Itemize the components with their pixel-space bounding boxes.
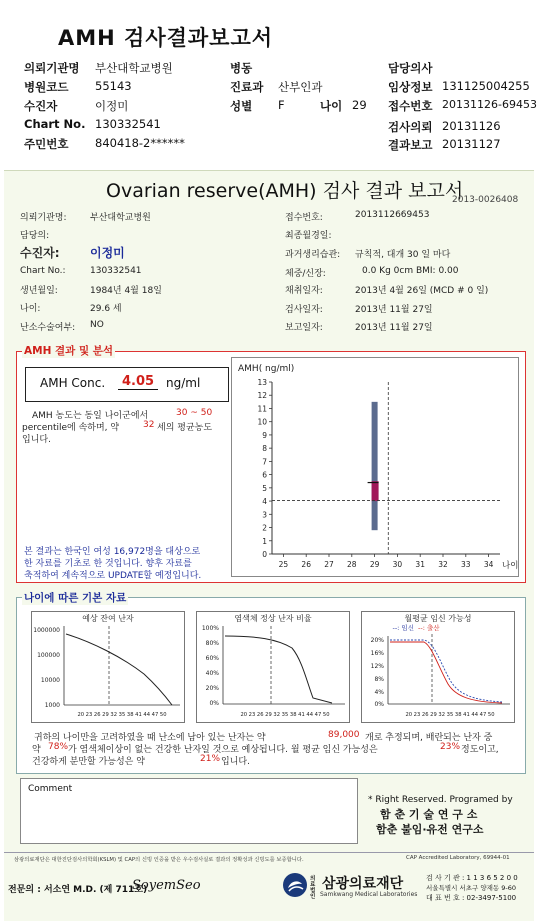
y-tick-label: 2 [262,523,267,533]
summary-text: 가 염색체이상이 없는 건강한 난자일 것으로 예상됩니다. 월 평균 임신 가능성은 [68,745,378,755]
mini-ytick: 4% [374,689,384,696]
rights-text: * Right Reserved. Programed by [368,795,513,805]
y-tick-label: 4 [262,497,267,507]
legend-birth: --: 출산 [418,624,440,632]
mini-ytick: 20% [205,685,219,692]
field-value: 29.6 세 [90,304,122,314]
summary-text: 건강하게 분만할 가능성은 약 [32,757,145,767]
footer-divider [4,852,534,853]
x-tick-label: 30 [392,560,403,569]
amh-desc: percentile에 속하며, 약 [22,423,120,433]
amh-percentile: 30 ~ 50 [176,408,213,418]
y-tick-label: 13 [257,378,267,387]
lab-info: 대 표 번 호 : 02-3497-5100 [426,894,517,902]
dept-label: 진료과 [230,80,264,94]
mini-title: 염색체 정상 난자 비율 [234,614,312,623]
field-label: 검사일자: [285,305,323,315]
amh-note: 한 자료를 기초로 한 것입니다. 향후 자료를 [24,559,192,569]
report-title: AMH 검사결과보고서 [58,26,274,50]
field-value: 0.0 Kg 0cm BMI: 0.00 [362,266,459,276]
field-label: 난소수술여부: [20,323,76,333]
summary-birth: 21% [200,754,221,764]
sex-label: 성별 [230,99,253,113]
field-label: 접수번호: [285,213,323,223]
foundation-name-en: Samkwang Medical Laboratories [320,891,418,898]
age-section-label: 나이에 따른 기본 자료 [24,592,127,604]
field-label: 담당의사 [388,61,433,75]
y-tick-label: 10 [257,417,267,427]
field-value: 131125004255 [442,79,530,93]
summary-text: 입니다. [221,757,250,767]
foundation-name: 삼광의료재단 [322,876,404,892]
x-axis-label: 나이 [502,561,518,571]
mini-ytick: 60% [205,655,219,662]
field-label: 나이: [20,304,41,314]
mini-ytick: 100000 [37,652,60,659]
field-label: 의뢰기관명 [24,61,80,75]
field-value: 20131126-69453 [442,98,537,111]
field-label: 의뢰기관명: [20,213,67,223]
mini-ytick: 10000 [40,677,60,684]
sex-value: F [278,98,285,112]
amh-desc: 세의 평균농도 [157,423,213,433]
mini-ytick: 80% [205,640,219,647]
field-value: 1984년 4월 18일 [90,286,162,296]
field-label: 결과보고 [388,138,433,152]
mini-title: 예상 잔여 난자 [82,614,134,623]
field-value: 부산대학교병원 [90,213,151,223]
field-label: Chart No. [24,117,86,131]
field-label: 수진자: [20,246,60,260]
patient-name: 이정미 [90,246,125,260]
y-tick-label: 1 [262,536,267,546]
x-tick-label: 27 [324,560,334,569]
field-label: 체중/신장: [285,269,326,279]
x-tick-label: 29 [369,560,380,569]
amh-desc: AMH 농도는 동일 나이군에서 [32,411,149,421]
mini-ytick: 100% [201,625,219,632]
x-tick-label: 34 [483,560,494,569]
field-value: 840418-2****** [95,136,185,150]
y-tick-label: 11 [257,404,267,414]
signature: SoyemSeo [132,878,201,893]
amh-conc-value: 4.05 [118,374,158,390]
field-value: 130332541 [90,266,142,276]
field-label: 병원코드 [24,80,69,94]
mini-ytick: 16% [370,650,384,657]
summary-text: 정도이고, [461,745,499,755]
field-value: 130332541 [95,117,161,131]
iqr-box [372,481,379,501]
y-tick-label: 3 [262,510,267,520]
amh-note: 본 결과는 한국인 여성 16,972명을 대상으로 [24,547,201,557]
field-label: Chart No.: [20,266,66,276]
dept-value: 산부인과 [278,80,323,94]
foundation-prefix: 의료 법인 [310,876,316,900]
mini-ytick: 1000 [44,702,60,709]
field-label: 수진자 [24,99,58,113]
amh-equiv-age: 32 [143,420,155,430]
field-value: NO [90,320,104,330]
summary-text: 약 [32,745,41,755]
summary-oocytes: 89,000 [328,730,360,740]
comment-label: Comment [28,784,73,794]
y-tick-label: 5 [262,483,267,493]
mini-xticks: 20 23 26 29 32 35 38 41 44 47 50 [240,712,330,718]
field-label: 임상정보 [388,80,433,94]
mini-title: 월평균 임신 가능성 [404,614,472,623]
field-label: 주민번호 [24,137,69,151]
x-tick-label: 33 [461,560,471,569]
y-axis-label: AMH( ng/ml) [238,364,295,374]
field-value: 55143 [95,79,132,93]
mini-ytick: 0% [209,700,219,707]
amh-note: 축적하여 계속적으로 UPDATE할 예정입니다. [24,571,202,581]
y-tick-label: 7 [262,457,267,467]
x-tick-label: 25 [278,560,289,569]
field-value: 20131126 [442,119,501,133]
mini-ytick: 1000000 [33,627,60,634]
field-label: 접수번호 [388,99,433,113]
x-tick-label: 32 [438,560,448,569]
sheet-title: Ovarian reserve(AMH) 검사 결과 보고서 [106,180,464,202]
y-tick-label: 6 [262,470,267,480]
org-name-1: 함 춘 기 술 연 구 소 [380,808,478,821]
amh-conc-label: AMH Conc. [40,376,106,390]
field-label: 검사의뢰 [388,120,433,134]
x-tick-label: 26 [301,560,311,569]
amh-conc-unit: ng/ml [166,376,201,390]
summary-text: 귀하의 나이만을 고려하였을 때 난소에 남아 있는 난자는 약 [34,733,266,743]
age-label: 나이 [320,99,343,113]
specialist: 전문의 : 서소연 M.D. (제 711호) [8,885,148,895]
field-value: 2013년 4월 26일 (MCD # 0 일) [355,286,489,296]
lab-info: 서울특별시 서초구 양재동 9-60 [426,884,517,892]
mini-chart-oocytes [31,611,185,723]
field-value: 2013년 11월 27일 [355,305,433,315]
field-value: 2013년 11월 27일 [355,323,433,333]
amh-desc: 입니다. [22,435,51,445]
amh-chart-box [231,357,519,577]
amh-box-chart [232,358,518,576]
summary-normal-ratio: 78% [48,742,69,752]
mini-ytick: 12% [370,663,384,670]
field-value: 20131127 [442,137,501,151]
mini-chart-chromosome [196,611,350,723]
field-value: 규칙적, 대개 30 일 마다 [355,250,451,260]
field-label: 보고일자: [285,323,323,333]
field-value: 이정미 [95,99,129,113]
cap-accreditation: CAP Accredited Laboratory, 69944-01 [406,855,510,861]
x-tick-label: 28 [347,560,357,569]
y-tick-label: 0 [262,550,267,559]
footer-note: 삼광의료재단은 대한진단검사의학회(KSLM) 및 CAP의 신빙 인증을 받은 우수검사실로 결과의 정확성과 신빙도를 보증합니다. [14,857,304,863]
doc-number: 2013-0026408 [452,195,519,205]
org-name-2: 함춘 불임·유전 연구소 [376,823,484,836]
summary-pregnancy: 23% [440,742,461,752]
mini-xticks: 20 23 26 29 32 35 38 41 44 47 50 [77,712,167,718]
x-tick-label: 31 [415,560,425,569]
mini-ytick: 0% [374,701,384,708]
mini-chart-pregnancy [361,611,515,723]
foundation-logo-icon [282,872,308,902]
ward-label: 병동 [230,61,253,75]
y-tick-label: 12 [257,391,267,401]
amh-section-label: AMH 결과 및 분석 [24,345,114,357]
field-label: 과거생리습관: [285,250,341,260]
y-tick-label: 8 [262,444,267,454]
field-label: 담당의: [20,231,50,241]
field-label: 최종월경일: [285,231,332,241]
summary-text: 개로 추정되며, 배란되는 난자 중 [365,733,493,743]
legend-pregnancy: --: 임신 [392,624,414,632]
age-value: 29 [352,98,367,112]
y-tick-label: 9 [262,430,267,440]
mini-xticks: 20 23 26 29 32 35 38 41 44 47 50 [405,712,495,718]
field-value: 부산대학교병원 [95,61,173,75]
whisker-bar [372,402,378,530]
lab-info: 검 사 기 관 : 1 1 3 6 5 2 0 0 [426,874,518,882]
mini-ytick: 20% [370,637,384,644]
field-value: 2013112669453 [355,210,430,220]
mini-ytick: 8% [374,676,384,683]
mini-ytick: 40% [205,670,219,677]
field-label: 생년월일: [20,286,58,296]
field-label: 채취일자: [285,286,323,296]
